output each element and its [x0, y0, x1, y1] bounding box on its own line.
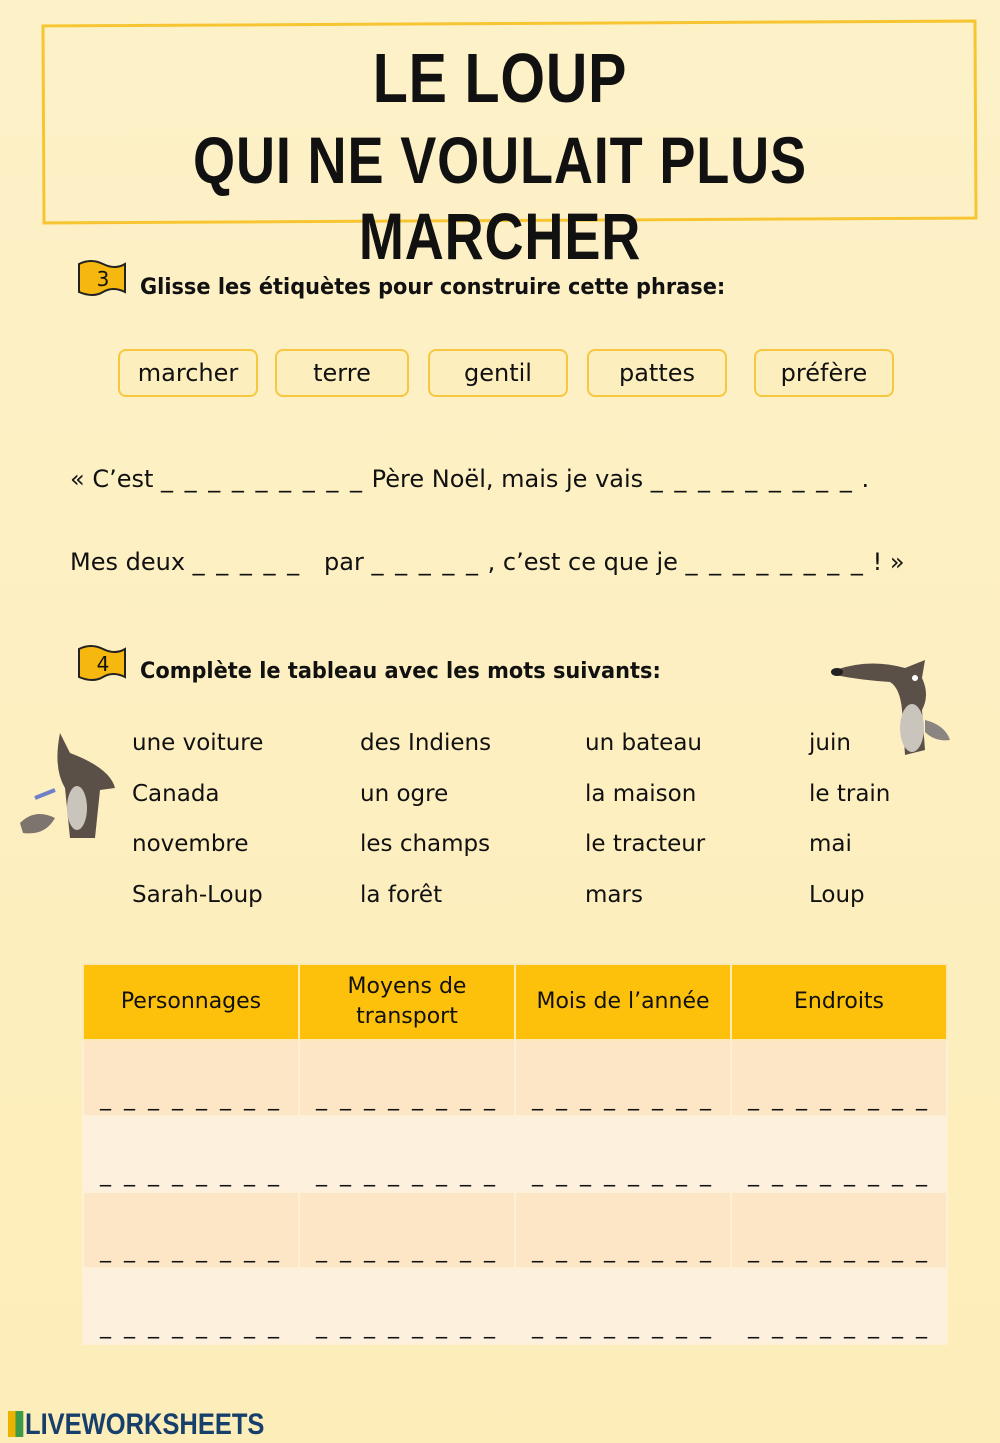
drop-blank[interactable]: _ _ _ _ _ _ _ _ _	[161, 465, 365, 493]
drop-blank[interactable]: _ _ _ _ _ _ _ _	[685, 548, 865, 576]
word-item: une voiture	[132, 730, 264, 756]
drop-blank[interactable]: _ _ _ _ _ _ _ _ _	[650, 465, 854, 493]
drag-tag-terre[interactable]: terre	[275, 349, 409, 397]
sentence-line-1	[70, 465, 869, 493]
drop-blank[interactable]: _ _ _ _ _	[192, 548, 302, 576]
answer-cell[interactable]: _ _ _ _ _ _ _ _	[83, 1268, 299, 1344]
word-item: les champs	[360, 831, 491, 857]
answer-cell[interactable]: _ _ _ _ _ _ _ _	[83, 1192, 299, 1268]
answer-cell[interactable]: _ _ _ _ _ _ _ _	[299, 1268, 515, 1344]
word-item: des Indiens	[360, 730, 492, 756]
svg-text:4: 4	[96, 652, 110, 676]
word-item: novembre	[132, 831, 249, 857]
word-item: le train	[809, 781, 891, 807]
word-item: la maison	[585, 781, 697, 807]
sentence-text: Mes deux	[70, 548, 193, 576]
word-item: Loup	[809, 882, 865, 908]
page-title: LE LOUP	[372, 39, 628, 117]
answer-cell[interactable]: _ _ _ _ _ _ _ _	[83, 1040, 299, 1116]
logo-text: LIVEWORKSHEETS	[25, 1408, 265, 1441]
wolf-painting-illustration-icon	[15, 728, 120, 843]
flag-number-4-icon	[77, 643, 127, 683]
table-row	[83, 1116, 947, 1192]
word-item: un ogre	[360, 781, 449, 807]
column-header: Personnages	[83, 964, 299, 1040]
sentence-text: , c’est ce que je	[480, 548, 686, 576]
liveworksheets-logo[interactable]	[8, 1408, 264, 1442]
drop-blank[interactable]: _ _ _ _ _	[371, 548, 481, 576]
word-item: la forêt	[360, 882, 443, 908]
answer-cell[interactable]: _ _ _ _ _ _ _ _	[731, 1116, 947, 1192]
column-header: Moyens de transport	[299, 964, 515, 1040]
answer-table	[82, 963, 948, 1345]
answer-cell[interactable]: _ _ _ _ _ _ _ _	[515, 1192, 731, 1268]
logo-mark-icon	[8, 1411, 23, 1437]
sentence-text: .	[853, 465, 870, 493]
answer-cell[interactable]: _ _ _ _ _ _ _ _	[731, 1268, 947, 1344]
column-header: Endroits	[731, 964, 947, 1040]
word-item: mars	[585, 882, 643, 908]
page-subtitle: QUI NE VOULAIT PLUS MARCHER	[193, 123, 807, 273]
table-row	[83, 1192, 947, 1268]
sentence-text: ! »	[864, 548, 905, 576]
sentence-text: par	[301, 548, 372, 576]
answer-cell[interactable]: _ _ _ _ _ _ _ _	[299, 1116, 515, 1192]
answer-cell[interactable]: _ _ _ _ _ _ _ _	[515, 1116, 731, 1192]
answer-cell[interactable]: _ _ _ _ _ _ _ _	[515, 1268, 731, 1344]
word-item: un bateau	[585, 730, 702, 756]
flag-number-3-icon	[77, 258, 127, 298]
sentence-text: « C’est	[70, 465, 162, 493]
sentence-line-2	[70, 548, 905, 576]
word-item: juin	[809, 730, 851, 756]
answer-cell[interactable]: _ _ _ _ _ _ _ _	[299, 1192, 515, 1268]
drag-tag-prefere[interactable]: préfère	[754, 349, 894, 397]
answer-cell[interactable]: _ _ _ _ _ _ _ _	[731, 1192, 947, 1268]
answer-cell[interactable]: _ _ _ _ _ _ _ _	[299, 1040, 515, 1116]
drag-tag-pattes[interactable]: pattes	[587, 349, 727, 397]
svg-text:3: 3	[96, 267, 110, 291]
exercise3-instruction: Glisse les étiquètes pour construire cette phrase:	[140, 275, 726, 300]
word-item: Canada	[132, 781, 220, 807]
answer-cell[interactable]: _ _ _ _ _ _ _ _	[515, 1040, 731, 1116]
drag-tag-marcher[interactable]: marcher	[118, 349, 258, 397]
sentence-text: Père Noël, mais je vais	[364, 465, 651, 493]
table-row	[83, 1040, 947, 1116]
word-item: le tracteur	[585, 831, 706, 857]
exercise4-instruction: Complète le tableau avec les mots suivants:	[140, 659, 661, 684]
drag-tag-gentil[interactable]: gentil	[428, 349, 568, 397]
word-item: mai	[809, 831, 852, 857]
answer-cell[interactable]: _ _ _ _ _ _ _ _	[731, 1040, 947, 1116]
table-row	[83, 1268, 947, 1344]
answer-cell[interactable]: _ _ _ _ _ _ _ _	[83, 1116, 299, 1192]
word-item: Sarah-Loup	[132, 882, 263, 908]
column-header: Mois de l’année	[515, 964, 731, 1040]
